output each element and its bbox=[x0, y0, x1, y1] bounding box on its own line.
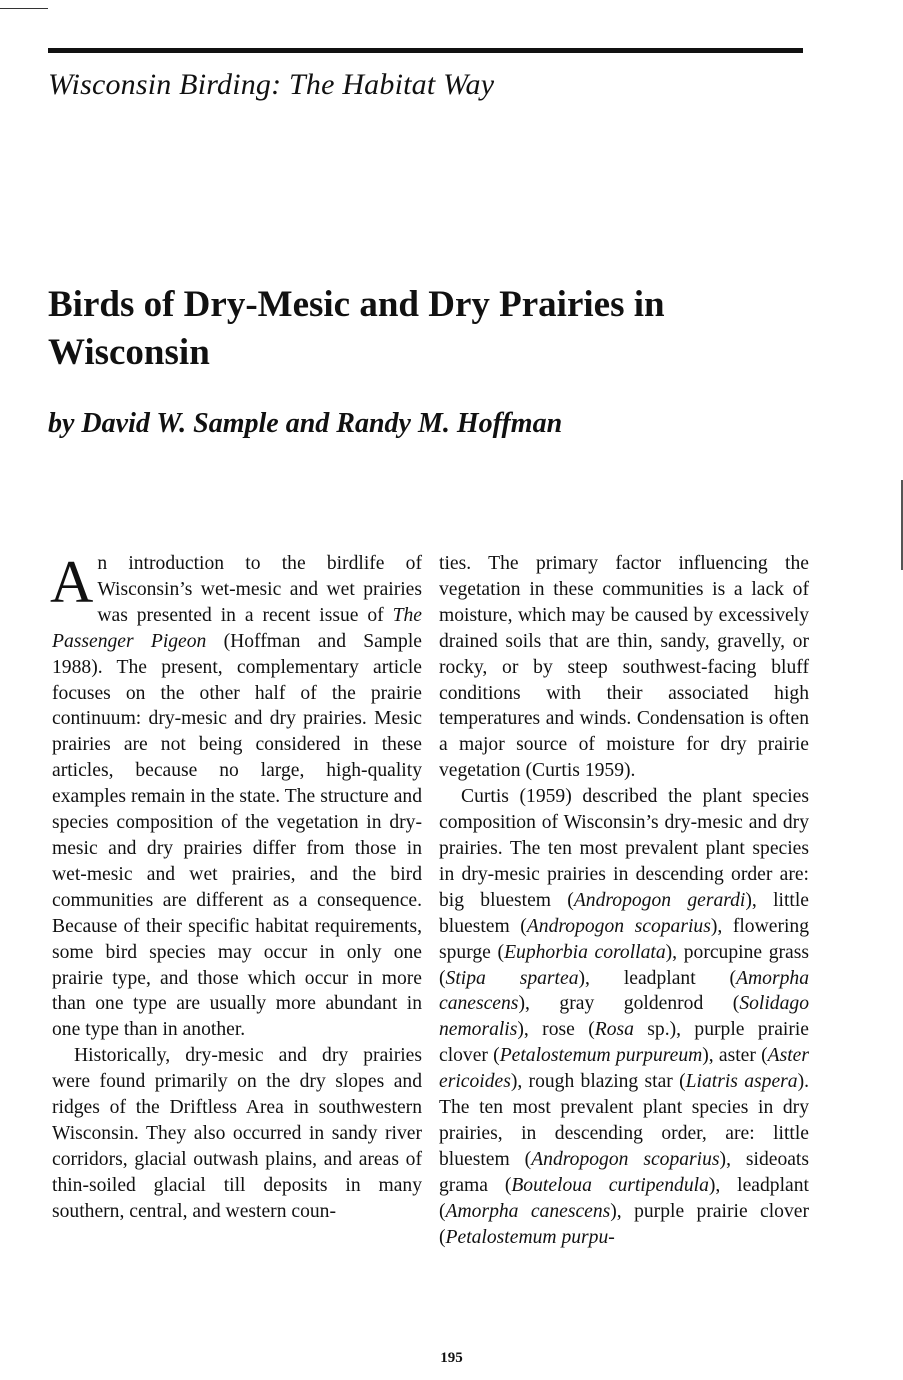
text-run: (Hoffman and Sample 1988). The present, complementary article focuses on the other half of the prairie continuum: dry-mesic and dry prairies. Mesic prairies are not being considered in these articles, because no large, high-quality examples remain in the state. The structure and species composition of the vegetation in dry-mesic and dry prairies differ from those in wet-mesic and wet prairies, and the bird communities are different as a consequence. Because of their specific habitat requirements, some bird species may occur in only one prairie type, and those which occur in more than one type are usually more abundant in one type than in another. bbox=[52, 630, 422, 1041]
header-rule bbox=[48, 48, 803, 53]
text-run: ). The ten most prevalent plant species in dry prairies, in descending order, are: little bluestem ( bbox=[439, 1071, 810, 1170]
italic-text: Petalostemum purpu- bbox=[445, 1226, 615, 1248]
byline: by David W. Sample and Randy M. Hoffman bbox=[48, 408, 563, 439]
right-column bbox=[439, 551, 809, 1250]
body-paragraph bbox=[52, 551, 422, 1043]
text-run: ), rough blazing star ( bbox=[510, 1071, 686, 1093]
italic-text: Petalostemum purpureum bbox=[499, 1045, 703, 1067]
text-run: ), sideoats grama ( bbox=[439, 1148, 810, 1196]
page-number: 195 bbox=[440, 1350, 463, 1366]
italic-text: Stipa spartea bbox=[445, 967, 579, 989]
italic-text: Euphorbia corollata bbox=[504, 941, 666, 963]
body-paragraph bbox=[439, 784, 809, 1250]
italic-text: Liatris aspera bbox=[685, 1071, 798, 1093]
text-run: ), porcupine grass ( bbox=[439, 941, 809, 989]
italic-text: Andropogon scoparius bbox=[531, 1148, 720, 1170]
italic-text: Andropogon scoparius bbox=[526, 915, 711, 937]
text-run: Historically, dry-mesic and dry prairies were found primarily on the dry slopes and ridges of the Driftless Area in southwestern Wisconsin. They also occurred in sandy river corridors, glacial outwash plains, and areas of thin-soiled glacial till deposits in many southern, central, and western coun- bbox=[52, 1045, 422, 1222]
series-title: Wisconsin Birding: The Habitat Way bbox=[48, 68, 495, 101]
text-run: sp.), purple prairie clover ( bbox=[439, 1019, 809, 1067]
italic-text: The Passenger Pigeon bbox=[52, 604, 422, 652]
italic-text: Aster ericoides bbox=[439, 1045, 809, 1093]
italic-text: Amorpha canescens bbox=[439, 967, 809, 1015]
italic-text: Andropogon gerardi bbox=[573, 889, 746, 911]
italic-text: Rosa bbox=[594, 1019, 634, 1041]
corner-scan-mark bbox=[0, 8, 48, 9]
article-title: Birds of Dry-Mesic and Dry Prairies in Wisconsin bbox=[48, 284, 665, 373]
text-run: ), purple prairie clover ( bbox=[439, 1200, 809, 1248]
text-run: ), rose ( bbox=[517, 1019, 595, 1041]
left-column bbox=[52, 551, 422, 1225]
text-run: ), leadplant ( bbox=[578, 967, 737, 989]
text-run: ), leadplant ( bbox=[439, 1174, 809, 1222]
drop-cap: A bbox=[50, 549, 94, 615]
body-paragraph bbox=[439, 551, 809, 784]
text-run: ties. The primary factor influencing the vegetation in these communities is a lack of moisture, which may be caused by excessively drained soils that are thin, sandy, gravelly, or rocky, or by steep southwest-facing bluff conditions with their associated high temperatures and winds. Condensation is often a major source of moisture for dry prairie vegetation (Curtis 1959). bbox=[439, 553, 809, 782]
text-run: ), gray goldenrod ( bbox=[518, 993, 740, 1015]
text-run: ), little bluestem ( bbox=[439, 889, 809, 937]
italic-text: Amorpha canescens bbox=[445, 1200, 611, 1222]
text-run: Curtis (1959) described the plant species composition of Wisconsin’s dry-mesic and dry prairies. The ten most prevalent plant species in dry-mesic prairies in descending order are: big bluestem ( bbox=[439, 786, 809, 911]
italic-text: Bouteloua curtipendula bbox=[511, 1174, 709, 1196]
text-run: ), flowering spurge ( bbox=[439, 915, 810, 963]
italic-text: Solidago nemoralis bbox=[439, 993, 809, 1041]
text-run: ), aster ( bbox=[702, 1045, 768, 1067]
text-run: n introduction to the birdlife of Wisconsin’s wet-mesic and wet prairies was presented in a recent issue of bbox=[97, 553, 422, 626]
body-paragraph bbox=[52, 1043, 422, 1224]
